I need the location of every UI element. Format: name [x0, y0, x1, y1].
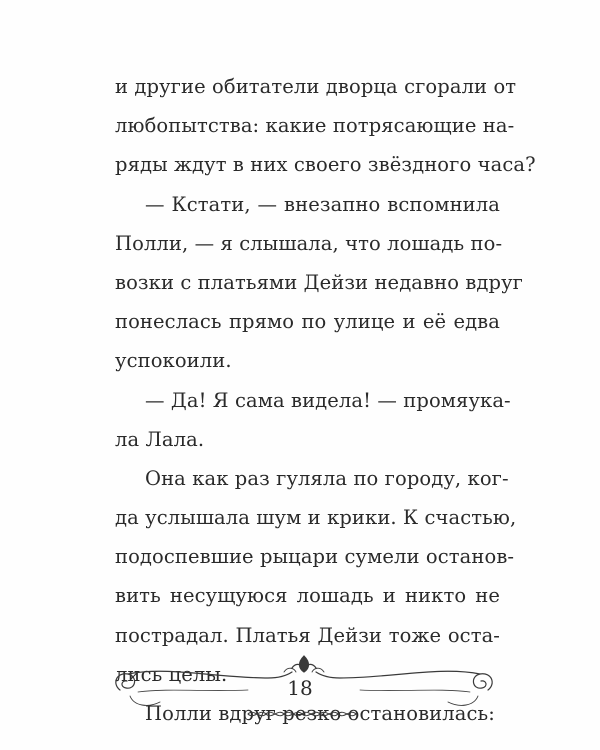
text-line: ла Лала. [115, 427, 205, 451]
body-text [115, 67, 536, 733]
text-line: возки с платьями Дейзи недавно вдруг [115, 270, 523, 294]
text-line: успокоили. [115, 349, 232, 373]
text-line: пострадал. Платья Дейзи тоже оста- [115, 623, 500, 647]
text-line: любопытства: какие потрясающие на- [115, 114, 515, 138]
text-line: — Да! Я сама видела! — промяука- [145, 388, 511, 412]
text-line: Полли, — я слышала, что лошадь по- [115, 231, 503, 255]
text-line: и другие обитатели дворца сгорали от [115, 75, 517, 98]
text-line: да услышала шум и крики. К счастью, [115, 506, 517, 530]
page-number: 18 [287, 676, 313, 700]
text-line: лись целы. [115, 662, 228, 686]
text-line: понеслась прямо по улице и её едва [115, 310, 500, 334]
text-line: подоспевшие рыцари сумели останов- [115, 545, 515, 569]
text-line: ряды ждут в них своего звёздного часа? [115, 153, 536, 177]
text-line: вить несущуюся лошадь и никто не [115, 584, 500, 608]
text-line: Полли вдруг резко остановилась: [145, 702, 495, 725]
text-line: Она как раз гуляла по городу, ког- [145, 466, 509, 490]
text-line: — Кстати, — внезапно вспомнила [145, 192, 500, 216]
